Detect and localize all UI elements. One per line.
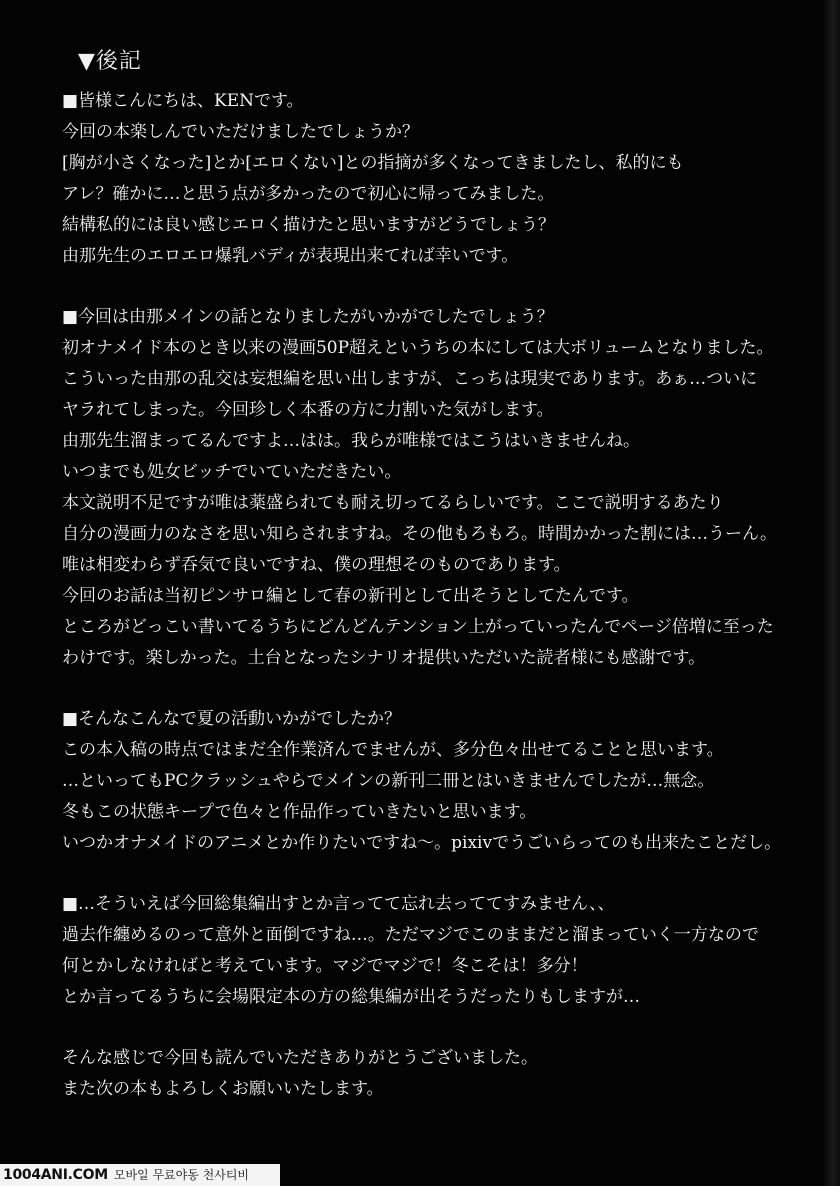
afterword-body (62, 86, 802, 1105)
text-line: ■今回は由那メインの話となりましたがいかがでしたでしょう？ (62, 307, 554, 327)
text-line: そんな感じで今回も読んでいただきありがとうございました。 (62, 1048, 538, 1068)
text-line: 今回のお話は当初ピンサロ編として春の新刊として出そうとしてたんです。 (62, 586, 639, 606)
watermark-tagline: 모바일 무료야동 천사티비 (113, 1168, 250, 1182)
text-line: 唯は相変わらず呑気で良いですね、僕の理想そのものであります。 (62, 555, 571, 575)
text-line: ■皆様こんにちは、KENです。 (62, 91, 304, 111)
text-line: ヤラれてしまった。今回珍しく本番の方に力割いた気がします。 (62, 400, 554, 420)
text-line: いつまでも処女ビッチでいていただきたい。 (62, 462, 402, 482)
paragraph-gap (62, 1013, 802, 1043)
text-line: 由那先生のエロエロ爆乳バディが表現出来てれば幸いです。 (62, 246, 519, 266)
watermark-site: 1004ANI.COM (3, 1167, 108, 1183)
text-line: 自分の漫画力のなさを思い知らされますね。その他もろもろ。時間かかった割には…うーん。 (62, 524, 778, 544)
text-line: わけです。楽しかった。土台となったシナリオ提供いただいた読者様にも感謝です。 (62, 648, 706, 668)
text-line: 冬もこの状態キープで色々と作品作っていきたいと思います。 (62, 802, 537, 822)
text-line: ところがどっこい書いてるうちにどんどんテンション上がっていったんでページ倍増に至った (62, 617, 774, 637)
text-line: アレ？確かに…と思う点が多かったので初心に帰ってみました。 (62, 184, 555, 204)
watermark-banner (0, 1164, 280, 1186)
text-line: 初オナメイド本のとき以来の漫画50P超えというちの本にしては大ボリュームとなりました。 (62, 338, 774, 358)
text-line: とか言ってるうちに会場限定本の方の総集編が出そうだったりもしますが… (62, 987, 640, 1007)
paragraph-gap (62, 674, 802, 704)
paragraph-gap (62, 272, 802, 302)
text-line: 何とかしなければと考えています。マジでマジで！冬こそは！多分！ (62, 956, 588, 976)
text-line: この本入稿の時点ではまだ全作業済んでませんが、多分色々出せてることと思います。 (62, 740, 724, 760)
paragraph-gap (62, 859, 802, 889)
text-line: ■そんなこんなで夏の活動いかがでしたか？ (62, 709, 402, 729)
text-line: 由那先生溜まってるんですよ…はは。我らが唯様ではこうはいきませんね。 (62, 431, 640, 451)
text-line: 本文説明不足ですが唯は薬盛られても耐え切ってるらしいです。ここで説明するあたり (62, 493, 724, 513)
text-line: …といってもPCクラッシュやらでメインの新刊二冊とはいきませんでしたが…無念。 (62, 771, 715, 791)
text-line: こういった由那の乱交は妄想編を思い出しますが、こっちは現実であります。あぁ…ついに (62, 369, 758, 389)
text-line: 結構私的には良い感じエロく描けたと思いますがどうでしょう？ (62, 215, 555, 235)
text-line: [胸が小さくなった]とか[エロくない]との指摘が多くなってきましたし、私的にも (62, 153, 684, 173)
page-title: ▼後記 (78, 49, 142, 74)
text-line: 今回の本楽しんでいただけましたでしょうか？ (62, 122, 419, 142)
text-line: 過去作纏めるのって意外と面倒ですね…。ただマジでこのままだと溜まっていく一方なので (62, 925, 759, 945)
text-line: いつかオナメイドのアニメとか作りたいですね～。pixivでうごいらってのも出来たことだし。 (62, 833, 782, 853)
text-line: また次の本もよろしくお願いいたします。 (62, 1079, 384, 1099)
page-binding-edge (824, 0, 840, 1186)
text-line: ■…そういえば今回総集編出すとか言ってて忘れ去っててすみません、、 (62, 894, 615, 914)
